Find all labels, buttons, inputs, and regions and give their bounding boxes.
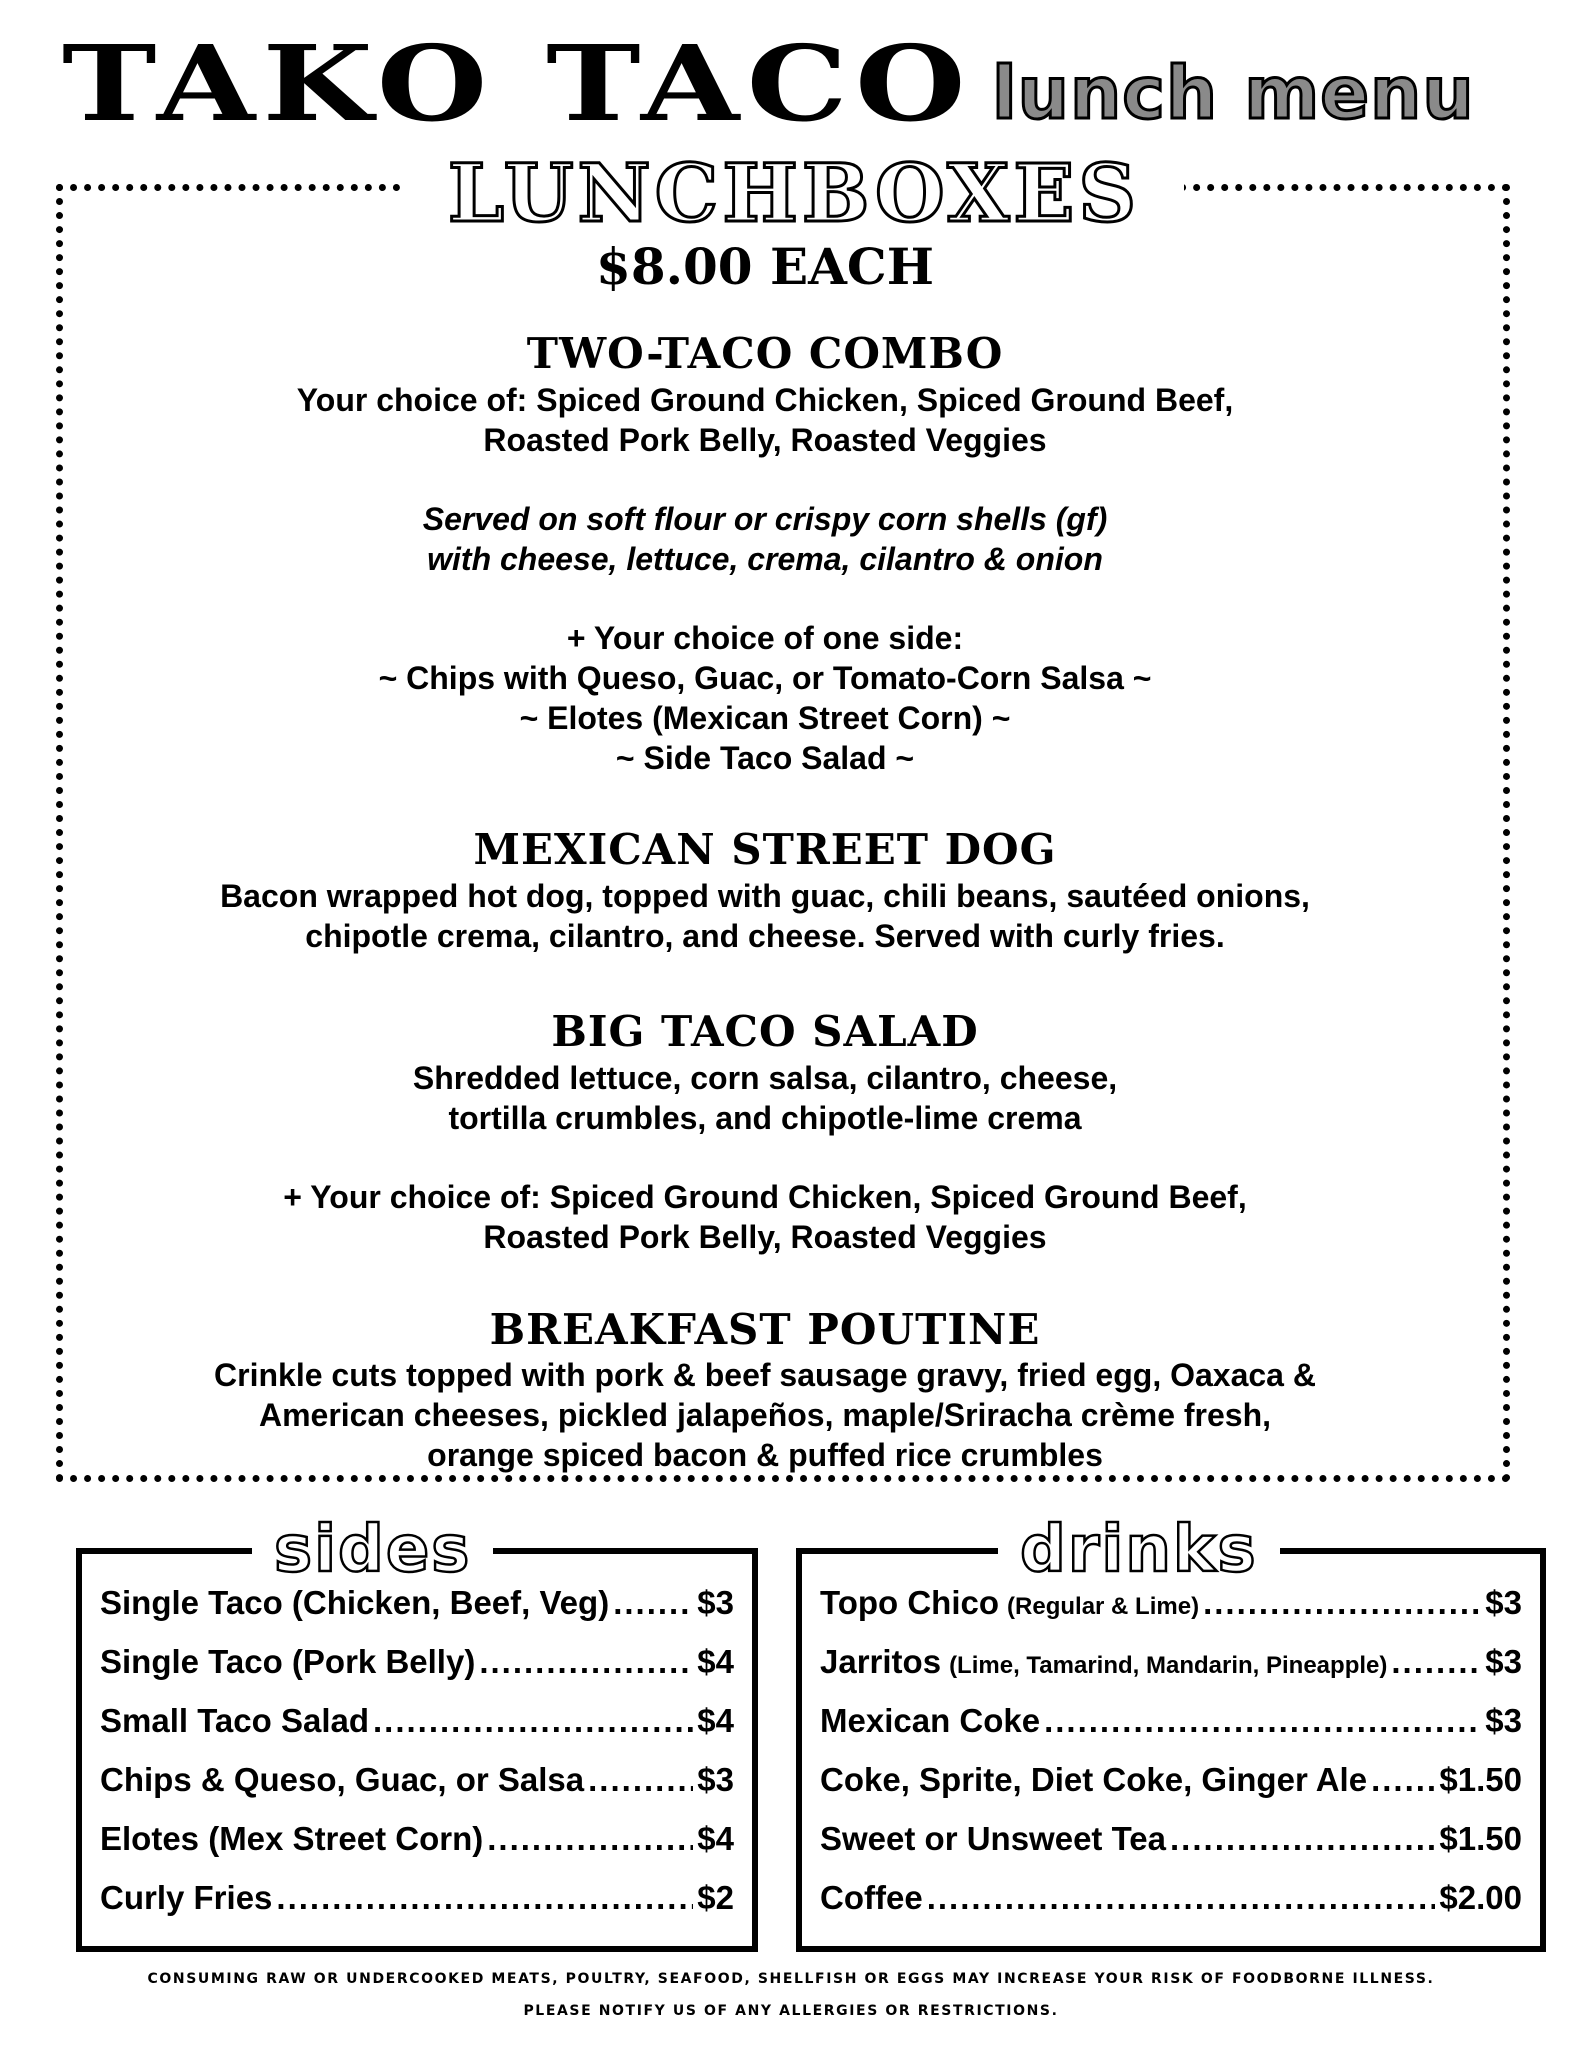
drink-item	[820, 1879, 1522, 1938]
desc-line: tortilla crumbles, and chipotle-lime crema	[448, 1100, 1082, 1136]
item-price: $3	[1485, 1702, 1522, 1739]
drink-item	[820, 1643, 1522, 1702]
item-price: $4	[697, 1820, 734, 1857]
dot-leader	[588, 1761, 693, 1799]
item-price: $2.00	[1439, 1879, 1522, 1916]
item-title-mexican-street-dog: MEXICAN STREET DOG	[473, 825, 1057, 874]
food-safety-disclaimer: CONSUMING RAW OR UNDERCOOKED MEATS, POULTRY, SEAFOOD, SHELLFISH OR EGGS MAY INCREASE YOUR RISK OF FOODBORNE ILLNESS.	[147, 1971, 1435, 1987]
item-price: $4	[697, 1643, 734, 1680]
desc-line: ~ Elotes (Mexican Street Corn) ~	[519, 700, 1011, 736]
dot-leader	[927, 1879, 1436, 1917]
desc-line: ~ Chips with Queso, Guac, or Tomato-Corn Salsa ~	[378, 660, 1152, 696]
restaurant-name: TAKO TACO	[62, 22, 973, 145]
desc-line: Served on soft flour or crispy corn shells (gf)	[422, 501, 1108, 537]
dot-leader	[479, 1643, 693, 1681]
item-price: $1.50	[1439, 1761, 1522, 1798]
item-desc-two-taco-combo	[0, 380, 1530, 460]
lunchboxes-price: $8.00 EACH	[596, 237, 934, 296]
item-note: (Regular & Lime)	[1007, 1593, 1200, 1620]
drink-item	[820, 1702, 1522, 1761]
item-title-breakfast-poutine: BREAKFAST POUTINE	[489, 1305, 1041, 1354]
item-title-two-taco-combo: TWO-TACO COMBO	[526, 329, 1004, 378]
item-name: Single Taco (Chicken, Beef, Veg)	[100, 1584, 610, 1621]
item-price: $2	[697, 1879, 734, 1916]
desc-line: Crinkle cuts topped with pork & beef sausage gravy, fried egg, Oaxaca &	[214, 1357, 1316, 1393]
drink-item	[820, 1584, 1522, 1643]
item-name: Coffee	[820, 1879, 923, 1916]
menu-header	[0, 18, 1582, 148]
item-name: Small Taco Salad	[100, 1702, 369, 1739]
item-name: Curly Fries	[100, 1879, 273, 1916]
item-side-choices	[0, 618, 1530, 778]
item-title-big-taco-salad: BIG TACO SALAD	[551, 1007, 979, 1056]
menu-subtitle: lunch menu	[992, 51, 1475, 135]
dot-leader	[276, 1879, 693, 1917]
side-item	[100, 1761, 734, 1820]
drinks-box	[796, 1513, 1546, 1952]
item-name: Single Taco (Pork Belly)	[100, 1643, 476, 1680]
desc-line: Roasted Pork Belly, Roasted Veggies	[483, 422, 1047, 458]
item-name: Jarritos	[820, 1643, 942, 1680]
item-price: $4	[697, 1702, 734, 1739]
sides-list	[100, 1584, 734, 1938]
side-item	[100, 1702, 734, 1761]
drink-item	[820, 1761, 1522, 1820]
desc-line: American cheeses, pickled jalapeños, maple/Sriracha crème fresh,	[258, 1397, 1272, 1433]
desc-line: + Your choice of one side:	[566, 620, 964, 656]
dot-leader	[1371, 1761, 1435, 1799]
item-price: $3	[1485, 1584, 1522, 1621]
side-item	[100, 1643, 734, 1702]
desc-line: chipotle crema, cilantro, and cheese. Served with curly fries.	[305, 918, 1225, 954]
desc-line: with cheese, lettuce, crema, cilantro & onion	[427, 541, 1103, 577]
item-name: Elotes (Mex Street Corn)	[100, 1820, 484, 1857]
desc-line: Your choice of: Spiced Ground Chicken, Spiced Ground Beef,	[296, 382, 1234, 418]
desc-line: Roasted Pork Belly, Roasted Veggies	[483, 1219, 1047, 1255]
item-name: Topo Chico	[820, 1584, 1000, 1621]
item-desc-breakfast-poutine	[0, 1355, 1530, 1475]
drink-item	[820, 1820, 1522, 1879]
item-shell-note	[0, 499, 1530, 579]
item-price: $3	[1485, 1643, 1522, 1680]
dot-leader	[1044, 1702, 1481, 1740]
dot-leader	[487, 1820, 693, 1858]
drinks-title: drinks	[998, 1508, 1280, 1592]
item-name: Mexican Coke	[820, 1702, 1041, 1739]
item-name: Coke, Sprite, Diet Coke, Ginger Ale	[820, 1761, 1368, 1798]
dot-leader	[613, 1584, 693, 1622]
desc-line: ~ Side Taco Salad ~	[615, 740, 915, 776]
dot-leader	[1203, 1584, 1481, 1622]
side-item	[100, 1820, 734, 1879]
item-desc-mexican-street-dog	[0, 876, 1530, 956]
desc-line: + Your choice of: Spiced Ground Chicken, Spiced Ground Beef,	[283, 1179, 1247, 1215]
drinks-list	[820, 1584, 1522, 1938]
desc-line: Bacon wrapped hot dog, topped with guac, chili beans, sautéed onions,	[220, 878, 1310, 914]
side-item	[100, 1879, 734, 1938]
item-name: Sweet or Unsweet Tea	[820, 1820, 1167, 1857]
allergy-notice: PLEASE NOTIFY US OF ANY ALLERGIES OR RESTRICTIONS.	[523, 2003, 1059, 2019]
sides-title: sides	[252, 1508, 493, 1592]
desc-line: Shredded lettuce, corn salsa, cilantro, cheese,	[412, 1060, 1118, 1096]
dot-leader	[373, 1702, 693, 1740]
item-price: $3	[697, 1761, 734, 1798]
dot-leader	[1391, 1643, 1481, 1681]
desc-line: orange spiced bacon & puffed rice crumbles	[427, 1437, 1103, 1473]
side-item	[100, 1584, 734, 1643]
lunchboxes-title: LUNCHBOXES	[404, 148, 1184, 238]
item-protein-choices	[0, 1177, 1530, 1257]
item-price: $1.50	[1439, 1820, 1522, 1857]
dot-leader	[1170, 1820, 1435, 1858]
item-price: $3	[697, 1584, 734, 1621]
item-desc-big-taco-salad	[0, 1058, 1530, 1138]
sides-box	[76, 1513, 758, 1952]
item-name: Chips & Queso, Guac, or Salsa	[100, 1761, 585, 1798]
item-note: (Lime, Tamarind, Mandarin, Pineapple)	[949, 1652, 1388, 1679]
